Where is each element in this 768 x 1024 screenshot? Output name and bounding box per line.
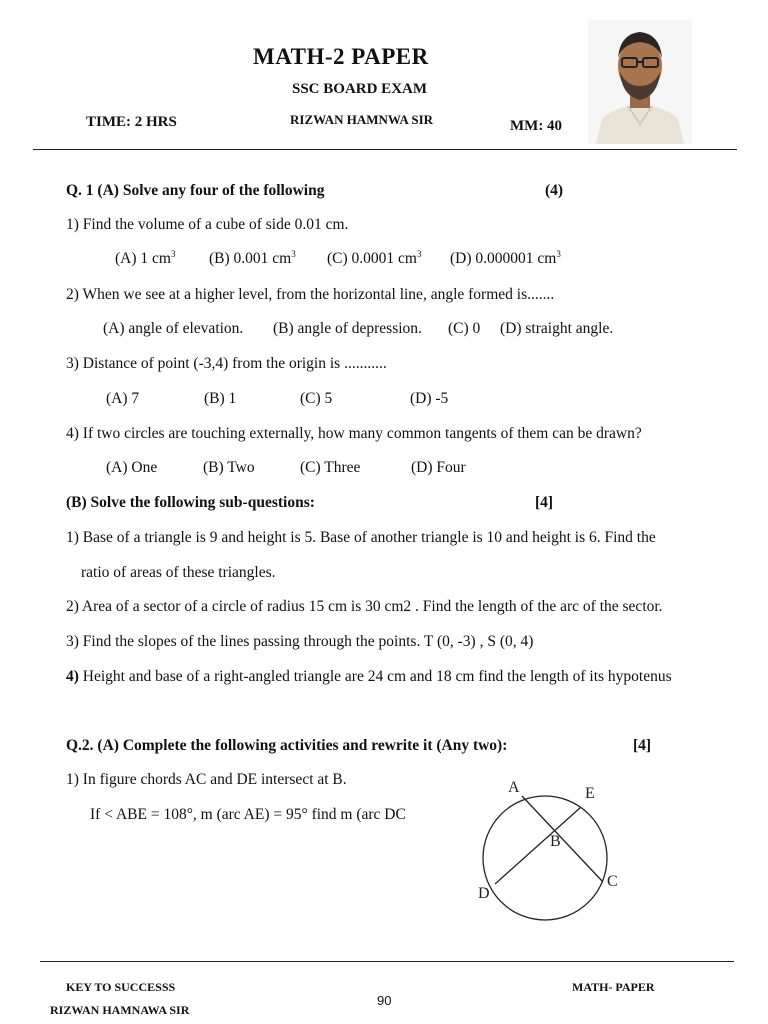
q2a-heading: Q.2. (A) Complete the following activities and rewrite it (Any two): [66, 737, 508, 754]
page-title: MATH-2 PAPER [253, 44, 429, 69]
q1a-q1-option-c: (C) 0.0001 $cm^3$ [327, 248, 422, 267]
q1a-q1-option-a: (A) 1 $cm^3$ [115, 248, 176, 267]
q1a-question-3: 3) Distance of point (-3,4) from the origin is ........... [66, 355, 387, 372]
author-name: RIZWAN HAMNWA SIR [290, 112, 434, 127]
label-b: B [550, 833, 561, 850]
q1b-marks: [4] [535, 494, 554, 511]
q1a-q1-option-d: (D) 0.000001 $cm^3$ [450, 248, 561, 267]
q2a-question-1: 1) In figure chords AC and DE intersect at B. [66, 771, 347, 788]
max-marks: MM: 40 [510, 118, 563, 134]
chord-ac [522, 796, 603, 882]
exam-subtitle: SSC BOARD EXAM [292, 81, 428, 97]
page-number: 90 [377, 993, 392, 1008]
q1a-q3-option-b: (B) 1 [204, 390, 237, 407]
q1a-q4-option-a: (A) One [106, 459, 158, 476]
q1a-marks: (4) [545, 182, 564, 199]
footer-paper-name: MATH- PAPER [572, 980, 655, 994]
header-divider [33, 149, 737, 150]
q1a-q4-option-c: (C) Three [300, 459, 361, 476]
time-label: TIME: 2 HRS [86, 114, 177, 130]
label-a: A [508, 779, 520, 796]
circle [483, 796, 607, 920]
q1a-question-4: 4) If two circles are touching externally, how many common tangents of them can be drawn? [66, 425, 642, 442]
q1b-question-2: 2) Area of a sector of a circle of radius 15 cm is 30 cm2 . Find the length of the arc of the sector. [66, 598, 663, 615]
q2a-question-1-given: If < ABE = 108°, m (arc AE) = 95° find m (arc DC [90, 806, 406, 823]
footer-tagline: KEY TO SUCCESSS [66, 980, 176, 994]
q1a-q1-option-b: (B) 0.001 $cm^3$ [209, 248, 296, 267]
q1b-question-3: 3) Find the slopes of the lines passing through the points. T (0, -3) , S (0, 4) [66, 633, 534, 650]
q1a-q2-option-c: (C) 0 [448, 320, 481, 337]
q1a-q3-option-c: (C) 5 [300, 390, 333, 407]
q1b-question-4: 4) Height and base of a right-angled triangle are 24 cm and 18 cm find the length of its hypotenus [66, 668, 672, 685]
q1a-q4-option-b: (B) Two [203, 459, 255, 476]
q1a-heading: Q. 1 (A) Solve any four of the following [66, 182, 325, 199]
footer-author: RIZWAN HAMNAWA SIR [50, 1003, 190, 1017]
label-d: D [478, 885, 490, 902]
q1a-q2-option-a: (A) angle of elevation. [103, 320, 244, 337]
q1a-q3-option-a: (A) 7 [106, 390, 140, 407]
q1a-q2-option-b: (B) angle of depression. [273, 320, 422, 337]
label-e: E [585, 785, 595, 802]
q1a-q2-option-d: (D) straight angle. [500, 320, 614, 337]
footer-divider [40, 961, 734, 962]
label-c: C [607, 873, 618, 890]
q1b-question-1-cont: ratio of areas of these triangles. [81, 564, 276, 581]
author-photo [588, 20, 692, 144]
circle-chords-figure [470, 772, 630, 932]
q1a-question-1: 1) Find the volume of a cube of side 0.01 cm. [66, 216, 349, 233]
q1b-heading: (B) Solve the following sub-questions: [66, 494, 315, 511]
q1a-q3-option-d: (D) -5 [410, 390, 449, 407]
q1b-question-1: 1) Base of a triangle is 9 and height is 5. Base of another triangle is 10 and height is 6. Find the [66, 529, 656, 546]
q1a-question-2: 2) When we see at a higher level, from the horizontal line, angle formed is....... [66, 286, 555, 303]
q1a-q4-option-d: (D) Four [411, 459, 466, 476]
q2a-marks: [4] [633, 737, 652, 754]
